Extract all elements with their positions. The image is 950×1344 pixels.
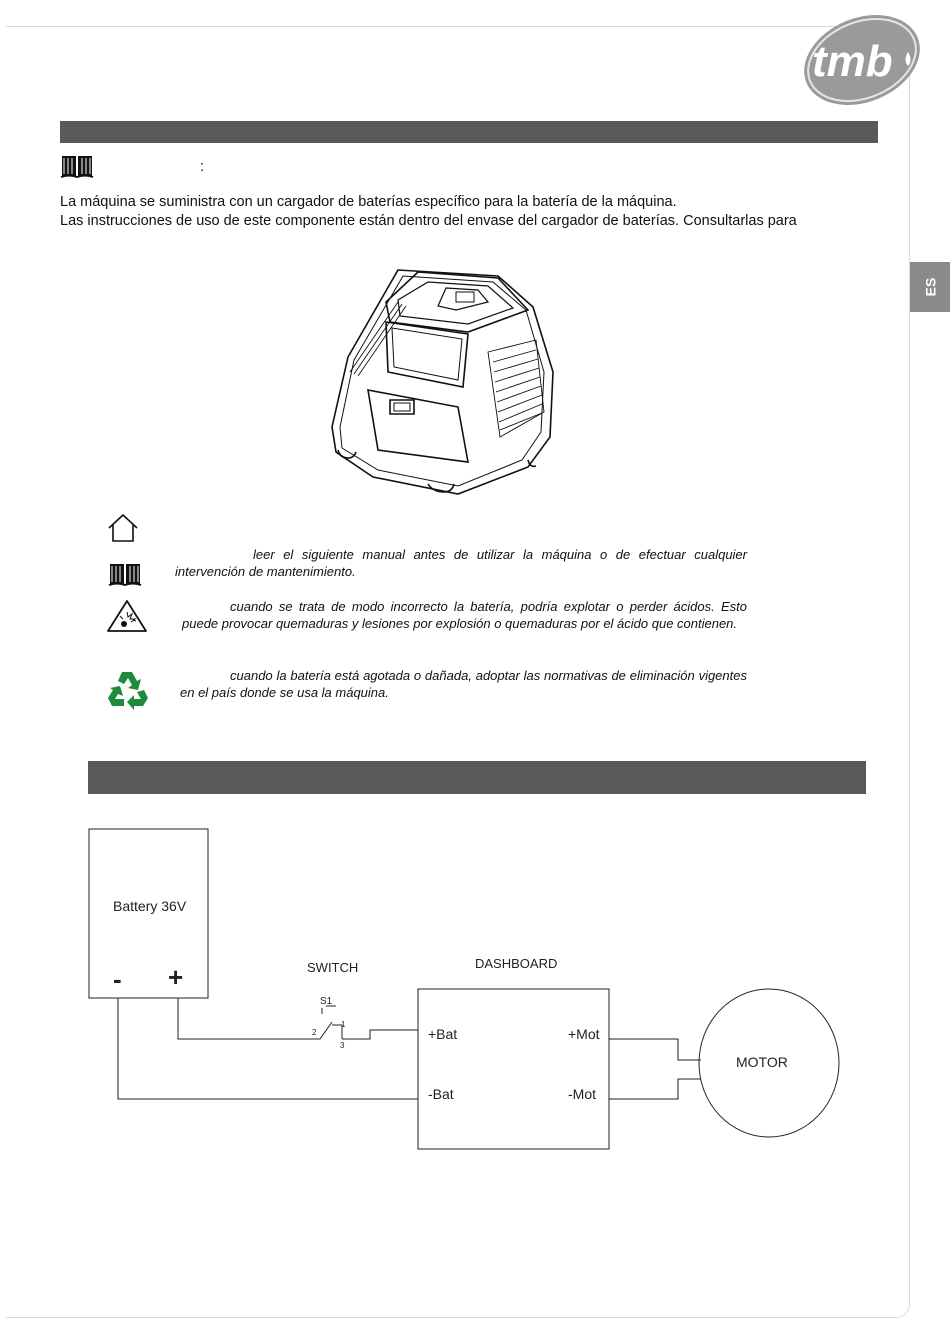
book-icon (60, 152, 94, 180)
battery-minus: - (113, 964, 122, 994)
switch-pin-3: 3 (340, 1041, 345, 1050)
section-bar-wiring (88, 761, 866, 794)
switch-pin-2: 2 (312, 1028, 317, 1037)
battery-charger-illustration (328, 262, 558, 512)
svg-text:tmb: tmb (812, 37, 893, 86)
switch-ref: S1 (320, 996, 333, 1007)
book-icon-note (108, 560, 142, 588)
motor-label: MOTOR (736, 1054, 788, 1070)
switch-label: SWITCH (307, 960, 359, 975)
section-bar-charger (60, 121, 878, 143)
battery-label: Battery 36V (113, 898, 187, 914)
intro-paragraph-line2: Las instrucciones de uso de este componente están dentro del envase del cargador de baterías. Consultarlas para (60, 213, 797, 229)
explosion-warning-icon (106, 598, 148, 634)
tmb-logo (790, 2, 930, 112)
book-note-colon: : (200, 159, 205, 175)
battery-plus: + (168, 962, 184, 992)
dash-pos-bat: +Bat (428, 1026, 458, 1042)
switch-pin-1: 1 (341, 1020, 346, 1029)
dash-pos-mot: +Mot (568, 1026, 600, 1042)
language-tab: ES (910, 262, 950, 312)
dash-neg-mot: -Mot (568, 1086, 596, 1102)
note-read-manual: leer el siguiente manual antes de utilizar la máquina o de efectuar cualquier intervención de mantenimiento. (175, 547, 747, 579)
dashboard-label: DASHBOARD (475, 956, 558, 971)
house-icon (106, 512, 140, 544)
note-battery-hazard: cuando se trata de modo incorrecto la batería, podría explotar o perder ácidos. Esto puede provocar quemaduras y lesiones por explosión o quemaduras por el ácido que contienen. (182, 599, 747, 631)
wiring-diagram (80, 820, 860, 1160)
intro-paragraph-line1: La máquina se suministra con un cargador de baterías específico para la batería de la máquina. (60, 194, 677, 210)
note-disposal: cuando la batería está agotada o dañada, adoptar las normativas de eliminación vigentes en el país donde se usa la máquina. (180, 668, 747, 700)
recycle-icon (106, 668, 150, 710)
dash-neg-bat: -Bat (428, 1086, 454, 1102)
dashboard-box (418, 989, 609, 1149)
